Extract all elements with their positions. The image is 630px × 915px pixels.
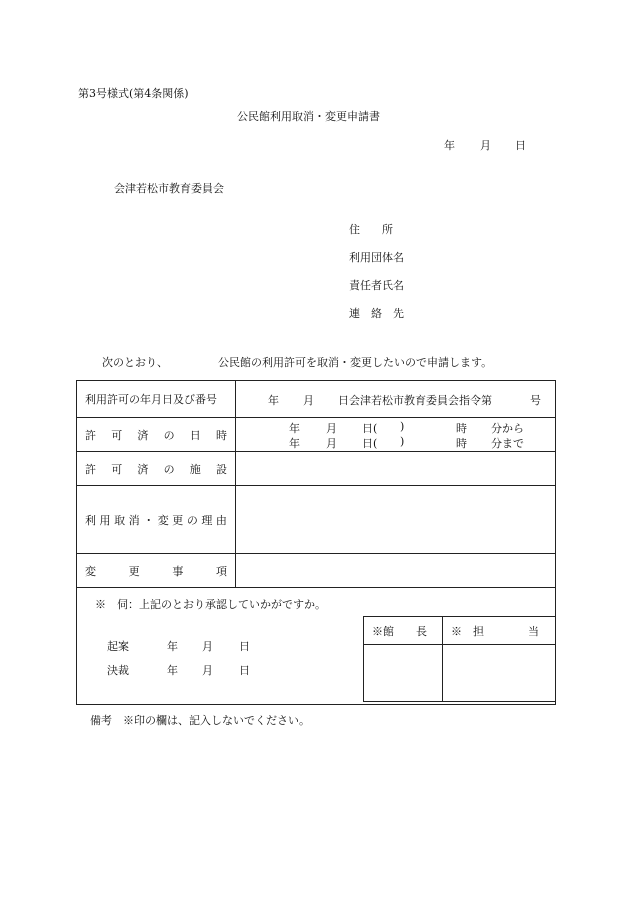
to-close: ) <box>400 435 405 448</box>
date-year: 年 <box>444 139 455 152</box>
label-char: 項 <box>215 564 227 578</box>
label-char: の <box>163 428 175 442</box>
label-char: 日 <box>189 428 201 442</box>
to-day: 日( <box>362 437 378 450</box>
approval-stamp-table <box>363 616 556 702</box>
date-month: 月 <box>480 139 491 152</box>
decision-month: 月 <box>202 664 213 677</box>
statement-lead: 次のとおり、 <box>102 356 168 369</box>
permit-number-suffix: 号 <box>530 394 541 407</box>
draft-year: 年 <box>167 640 178 653</box>
label-char: 可 <box>111 462 123 476</box>
statement-body: 公民館の利用許可を取消・変更したいので申請します。 <box>218 356 493 369</box>
row-permit-number <box>77 381 556 418</box>
permitted-facility-field[interactable] <box>236 452 556 486</box>
applicant-contact-label: 連 絡 先 <box>349 307 404 320</box>
decision-day: 日 <box>239 664 250 677</box>
from-hour: 時 <box>456 422 467 435</box>
label-char: 変 <box>157 513 169 527</box>
permit-year: 年 <box>268 394 279 407</box>
permitted-datetime-label <box>77 418 236 452</box>
draft-label: 起案 <box>107 640 129 653</box>
label-char: 事 <box>172 564 184 578</box>
date-day: 日 <box>515 139 526 152</box>
label-char: 済 <box>137 462 149 476</box>
applicant-address-label: 住 所 <box>349 223 393 236</box>
inquiry-note: ※ 伺：上記のとおり承認していかがですか。 <box>95 598 326 611</box>
decision-label: 決裁 <box>107 664 129 677</box>
label-char: 時 <box>215 428 227 442</box>
to-year: 年 <box>289 437 300 450</box>
from-year: 年 <box>289 422 300 435</box>
draft-month: 月 <box>202 640 213 653</box>
label-char: 取 <box>114 513 126 527</box>
label-char: 施 <box>189 462 201 476</box>
draft-day: 日 <box>239 640 250 653</box>
remarks: 備考 ※印の欄は、記入しないでください。 <box>90 714 310 727</box>
applicant-group-label: 利用団体名 <box>349 251 404 264</box>
label-char: 済 <box>137 428 149 442</box>
label-char: 変 <box>85 564 96 578</box>
permitted-datetime-field[interactable] <box>236 418 556 452</box>
from-close: ) <box>400 420 405 433</box>
label-char: の <box>186 513 198 527</box>
from-minute: 分から <box>491 422 524 435</box>
row-changes <box>77 554 556 588</box>
permit-number-field[interactable] <box>236 381 556 418</box>
to-minute: 分まで <box>491 437 524 450</box>
label-char: 消 <box>128 513 140 527</box>
staff-header: ※ 担 当 <box>443 617 556 645</box>
row-reason <box>77 486 556 554</box>
applicant-person-label: 責任者氏名 <box>349 279 404 292</box>
permit-number-label: 利用許可の年月日及び番号 <box>77 381 236 418</box>
to-month: 月 <box>326 437 337 450</box>
permitted-facility-label <box>77 452 236 486</box>
label-char: 更 <box>128 564 140 578</box>
addressee: 会津若松市教育委員会 <box>114 182 224 195</box>
director-stamp-box[interactable] <box>364 645 443 702</box>
from-month: 月 <box>326 422 337 435</box>
label-char: 更 <box>172 513 184 527</box>
changes-label <box>77 554 236 588</box>
permit-month: 月 <box>303 394 314 407</box>
to-hour: 時 <box>456 437 467 450</box>
label-char: の <box>163 462 175 476</box>
label-char: 許 <box>85 428 96 442</box>
label-char: 理 <box>201 513 213 527</box>
label-char: ・ <box>143 513 155 527</box>
staff-stamp-box[interactable] <box>443 645 556 702</box>
decision-year: 年 <box>167 664 178 677</box>
changes-field[interactable] <box>236 554 556 588</box>
label-char: 利 <box>85 513 96 527</box>
from-day: 日( <box>362 422 378 435</box>
label-char: 設 <box>215 462 227 476</box>
label-char: 用 <box>99 513 111 527</box>
row-permitted-facility <box>77 452 556 486</box>
permit-order-text: 日会津若松市教育委員会指令第 <box>338 394 492 407</box>
reason-label <box>77 486 236 554</box>
form-number: 第3号様式(第4条関係) <box>78 87 189 100</box>
document-title: 公民館利用取消・変更申請書 <box>237 110 380 123</box>
label-char: 由 <box>215 513 227 527</box>
reason-field[interactable] <box>236 486 556 554</box>
director-header: ※館 長 <box>364 617 443 645</box>
label-char: 許 <box>85 462 96 476</box>
label-char: 可 <box>111 428 123 442</box>
row-permitted-datetime <box>77 418 556 452</box>
